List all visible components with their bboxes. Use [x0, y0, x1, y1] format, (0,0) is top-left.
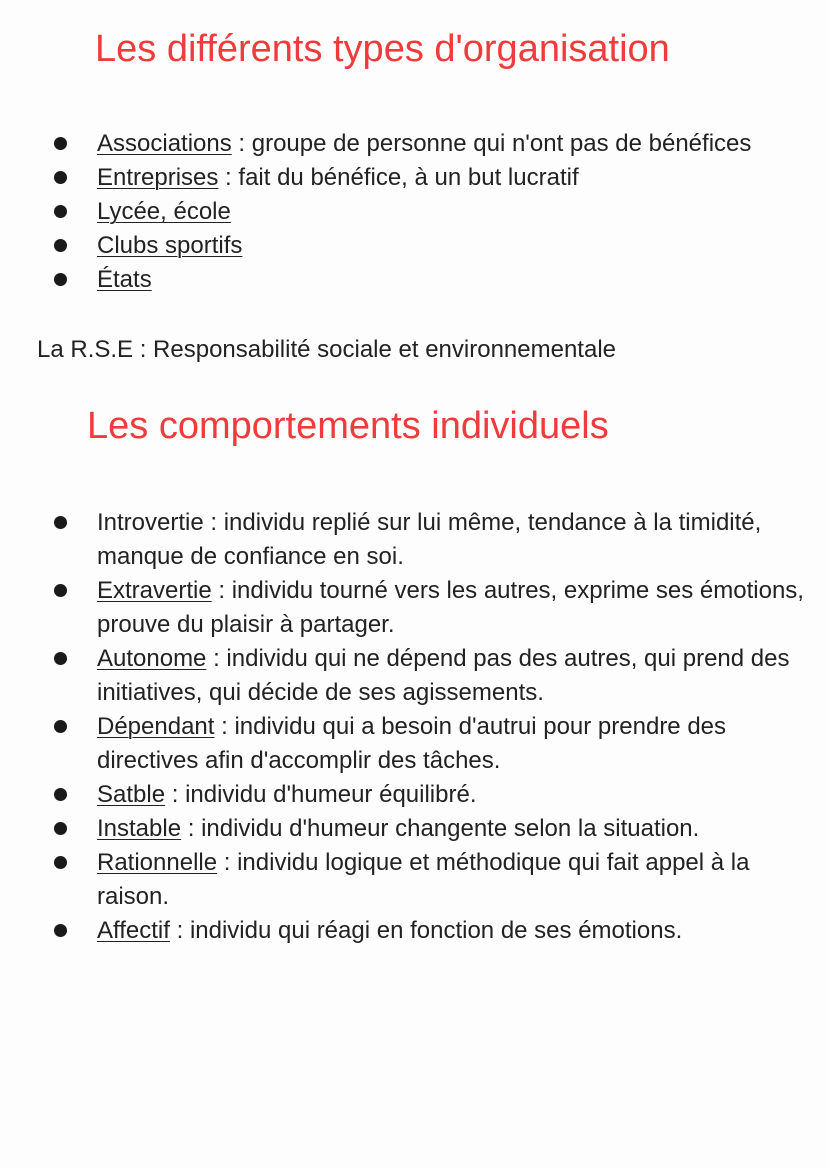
organisation-types-heading: Les différents types d'organisation: [95, 28, 670, 70]
item-description: : fait du bénéfice, à un but lucratif: [218, 164, 579, 191]
bullet-icon: [54, 516, 67, 529]
list-item: [48, 812, 818, 846]
list-item: [48, 846, 818, 914]
bullet-icon: [54, 788, 67, 801]
item-term: Rationnelle: [97, 849, 218, 876]
list-item: [48, 195, 818, 229]
bullet-icon: [54, 720, 67, 733]
bullet-icon: [54, 856, 67, 869]
item-term: États: [97, 266, 152, 293]
bullet-icon: [54, 137, 67, 150]
list-item: [48, 263, 818, 297]
individual-behaviors-heading: Les comportements individuels: [87, 405, 609, 447]
list-item: [48, 127, 818, 161]
item-term: Introvertie: [97, 509, 204, 536]
item-description: : individu d'humeur équilibré.: [165, 781, 477, 808]
item-description: : individu d'humeur changente selon la situation.: [181, 815, 700, 842]
list-item: [48, 506, 818, 574]
bullet-icon: [54, 822, 67, 835]
item-term: Instable: [97, 815, 182, 842]
item-term: Associations: [97, 130, 232, 157]
item-description: : individu tourné vers les autres, exprime ses émotions, prouve du plaisir à partager.: [97, 577, 804, 638]
item-term: Clubs sportifs: [97, 232, 243, 259]
item-term: Affectif: [97, 917, 170, 944]
bullet-icon: [54, 205, 67, 218]
bullet-icon: [54, 652, 67, 665]
rse-definition: La R.S.E : Responsabilité sociale et environnementale: [37, 336, 616, 363]
item-description: : individu replié sur lui même, tendance à la timidité, manque de confiance en soi.: [97, 509, 762, 570]
bullet-icon: [54, 239, 67, 252]
bullet-icon: [54, 924, 67, 937]
organisation-types-list: [48, 127, 818, 297]
individual-behaviors-list: [48, 506, 818, 948]
list-item: [48, 914, 818, 948]
list-item: [48, 574, 818, 642]
item-term: Autonome: [97, 645, 207, 672]
bullet-icon: [54, 171, 67, 184]
list-item: [48, 229, 818, 263]
item-description: : individu logique et méthodique qui fait appel à la raison.: [97, 849, 750, 910]
list-item: [48, 642, 818, 710]
list-item: [48, 778, 818, 812]
item-description: : groupe de personne qui n'ont pas de bénéfices: [231, 130, 752, 157]
item-description: : individu qui ne dépend pas des autres, qui prend des initiatives, qui décide de ses agissements.: [97, 645, 790, 706]
item-term: Lycée, école: [97, 198, 231, 225]
bullet-icon: [54, 273, 67, 286]
item-description: : individu qui réagi en fonction de ses émotions.: [169, 917, 683, 944]
item-term: Dépendant: [97, 713, 215, 740]
item-term: Entreprises: [97, 164, 219, 191]
list-item: [48, 161, 818, 195]
list-item: [48, 710, 818, 778]
bullet-icon: [54, 584, 67, 597]
item-term: Satble: [97, 781, 166, 808]
item-term: Extravertie: [97, 577, 212, 604]
item-description: : individu qui a besoin d'autrui pour prendre des directives afin d'accomplir des tâches.: [97, 713, 727, 774]
